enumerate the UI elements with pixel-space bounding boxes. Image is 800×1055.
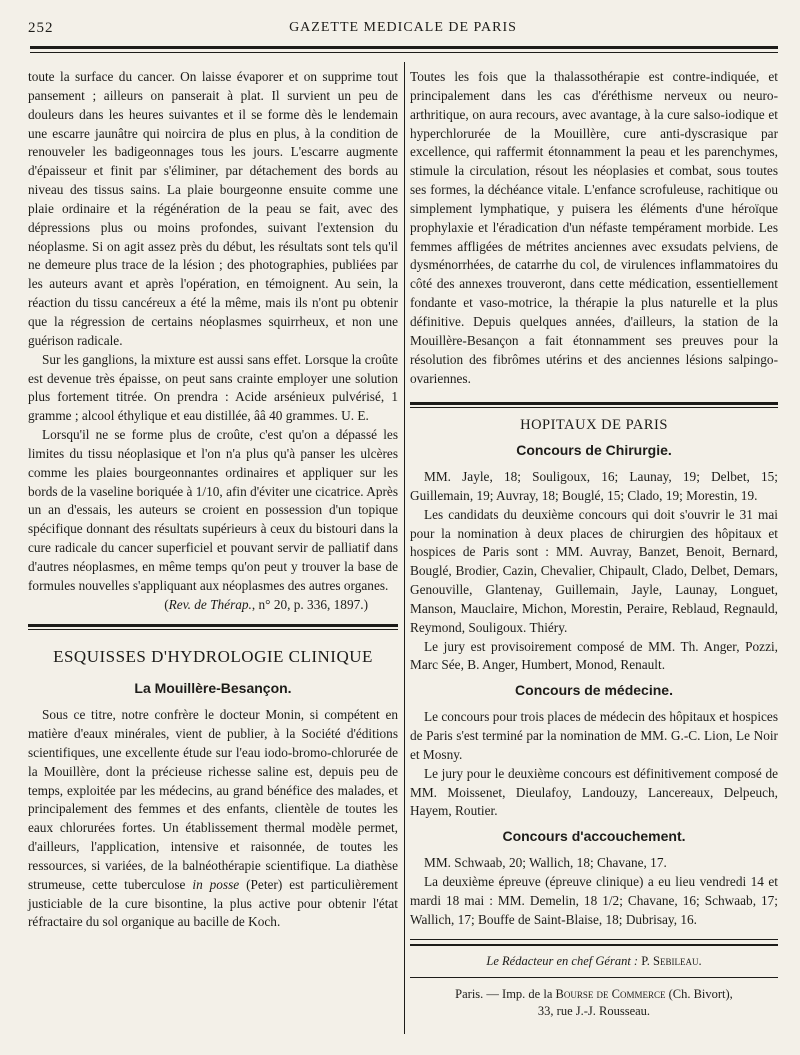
section-title: ESQUISSES D'HYDROLOGIE CLINIQUE	[53, 647, 373, 667]
editor-label: Le Rédacteur en chef Gérant :	[486, 954, 639, 969]
imprint-line-1	[410, 986, 778, 1003]
paragraph: MM. Jayle, 18; Souligoux, 16; Launay, 19; Delbet, 15; Guillemain, 19; Auvray, 18; Bouglé, 15; Clado, 19; Morestin, 19.	[410, 469, 778, 503]
left-column	[28, 68, 398, 932]
imprint-line-2: 33, rue J.-J. Rousseau.	[537, 1004, 651, 1019]
right-column	[410, 68, 778, 1020]
imprint-owner: (Ch. Bivort),	[668, 987, 733, 1002]
section-rule-thick	[28, 624, 398, 627]
paragraph-text: Sous ce titre, notre confrère le docteur Monin, si compétent en matière d'eaux minérales, vient de publier, à la Société d'éditions scientifiques, une excellente étude sur l'eau iodo-bromo-chlorurée de la Mouillère, dont la précieuse richesse saline est, depuis peu de temps, exploitée par les médecins, au grand bénéfice des malades, et principalement des femmes et des enfants, clientèle de toutes les eaux chlorurées fortes. Un établissement thermal modèle permet, d'ailleurs, l'application, intensive et raisonnée, de toutes les ressources, si variées, de la balnéothérapie scientifique. La diathèse strumeuse, cette tuberculose	[28, 707, 398, 892]
section-rule-thin	[410, 407, 778, 408]
newspaper-page	[18, 12, 778, 1042]
imprint-city: Paris. — Imp. de la	[455, 987, 553, 1002]
article-title: La Mouillère-Besançon.	[134, 680, 292, 697]
page-header	[28, 18, 778, 42]
imprint	[410, 986, 778, 1020]
imprint-rule	[410, 977, 778, 978]
paragraph: Toutes les fois que la thalassothérapie est contre-indiquée, et principalement dans les cas d'éréthisme nerveux ou neuro-arthritique, on aura recours, avec avantage, à la cure salso-iodique et hyperchlorurée de la Mouillère, cure anti-dyscrasique par excellence, qui raffermit étonnamment la peau et les parenchymes, stimule la circulation, résout les néoplasies et combat, sous toutes ses formes, la déchéance vitale. L'enfance scrofuleuse, rachitique ou simplement lymphatique, y puisera les éléments d'une héroïque prophylaxie et l'éradication d'un néfaste tempérament morbide. Les femmes affligées de métrites anciennes avec exsudats pelviens, de dysménorrhées, de catarrhe du col, de virulences inflammatoires du côté des annexes trouveront, dans cette médication, essentiellement fondante et vaso-motrice, la thérapie la plus naturelle et la plus définitive. Depuis quelques années, d'ailleurs, la station de la Mouillère-Besançon a fait étonnamment ses preuves pour la résolution des fibrômes utérins et des anciennes lésions salpingo-ovariennes.	[410, 69, 778, 386]
italic-phrase: in posse	[192, 876, 240, 892]
surgery-contest-title: Concours de Chirurgie.	[516, 442, 672, 459]
citation	[28, 596, 398, 615]
paragraph: La deuxième épreuve (épreuve clinique) a eu lieu vendredi 14 et mardi 18 mai : MM. Demelin, 18 1/2; Chavane, 16; Schwaab, 17; Wallich, 17; Bouffe de Saint-Blaise, 18; Dubrisay, 16.	[410, 873, 778, 927]
paragraph: MM. Schwaab, 20; Wallich, 18; Chavane, 17.	[424, 855, 667, 871]
obstetrics-contest-title: Concours d'accouchement.	[502, 828, 686, 845]
imprint-printer: Bourse de Commerce	[555, 987, 666, 1002]
hospitals-title: HOPITAUX DE PARIS	[520, 417, 668, 434]
section-rule-thin	[28, 629, 398, 630]
paragraph: Le jury pour le deuxième concours est définitivement composé de MM. Moissenet, Dieulafoy, Landouzy, Lancereaux, Delpeuch, Hayem, Routier.	[410, 765, 778, 819]
paragraph: Sur les ganglions, la mixture est aussi sans effet. Lorsque la croûte est devenue très épaisse, on peut sans crainte employer une solution plus fortement titrée. On prendra : Acide arsénieux pulvérisé, 1 gramme ; alcool éthylique et eau distillée, ââ 40 grammes. U. E.	[28, 351, 398, 424]
citation-open: (	[164, 596, 169, 612]
page-number: 252	[28, 20, 54, 36]
paragraph: Le concours pour trois places de médecin des hôpitaux et hospices de Paris s'est terminé par la nomination de MM. G.-C. Lion, Le Noir et Mosny.	[410, 709, 778, 762]
header-rule-thin	[30, 52, 778, 53]
editor-line	[410, 952, 778, 971]
header-rule-thick	[30, 46, 778, 49]
medicine-contest-title: Concours de médecine.	[515, 682, 673, 699]
paragraph: Les candidats du deuxième concours qui doit s'ouvrir le 31 mai pour la nomination à deux places de chirurgien des hôpitaux et hospices de Paris sont : MM. Auvray, Banzet, Benoit, Bernard, Bouglé, Brodier, Cazin, Chevalier, Chipault, Clado, Delbet, Demars, Genouville, Glantenay, Guillemain, Jayle, Launay, Longuet, Manson, Mauclaire, Michon, Morestin, Peraire, Reblaud, Regnauld, Reymond, Souligoux. Thiéry.	[410, 506, 778, 635]
paragraph-text-end: (Peter) est particulièrement justiciable de la cure bisontine, la plus active pour obtenir l'état réfractaire du sol organique au bacille de Koch.	[28, 876, 399, 930]
editor-rule-thin	[410, 939, 778, 940]
paragraph: Le jury est provisoirement composé de MM. Th. Anger, Pozzi, Marc Sée, B. Anger, Humbert, Monod, Renault.	[410, 638, 778, 673]
journal-title: GAZETTE MEDICALE DE PARIS	[289, 20, 517, 35]
editor-name: P. Sebileau.	[641, 954, 702, 969]
paragraph	[28, 706, 398, 932]
editor-rule-thick	[410, 944, 778, 946]
citation-journal: Rev. de Thérap.	[168, 596, 252, 612]
citation-details: , n° 20, p. 336, 1897.)	[251, 596, 368, 612]
paragraph: Lorsqu'il ne se forme plus de croûte, c'est qu'on a dépassé les limites du tissu néoplasique et l'on n'a plus qu'à panser les ulcères comme les plaies bourgeonnantes ordinaires et appliquer sur les bords de la vaseline boriquée à 1/10, afin d'éviter une cicatrice. Après un an d'essais, les auteurs se croient en possession d'un topique spécifique donnant des résultats supérieurs à ceux du bistouri dans la cure radicale du cancer superficiel et pouvant servir de palliatif dans d'autres néoplasmes, en même temps qu'on peut y trouver la base de formules nouvelles s'appliquant aux néoplasmes des autres organes.	[28, 427, 398, 593]
column-divider	[404, 62, 405, 1034]
paragraph: toute la surface du cancer. On laisse évaporer et on supprime tout pansement ; ailleurs on panserait à plat. Il survient un peu de douleurs dans les heures suivantes et il se forme dès le lendemain une escarre jaunâtre qui noircira de plus en plus, à la condition de renouveler les badigeonnages tous les jours. L'escarre augmente d'épaisseur et finit par s'éliminer, par détachement des bords au niveau des tissus sains. La plaie bourgeonne ensuite comme une plaie ordinaire et la régénération de la peau se fait, avec des dépressions plus ou moins profondes, suivant l'extension du néoplasme. Si on agit assez près du début, les résultats sont tels qu'il ne demeure plus trace de la lésion ; des photographies, publiées par les auteurs avant et après l'opération, en témoignent. Au sein, la réaction du tissu cancéreux a été la même, mais ils n'ont pu obtenir que la régression de certains néoplasmes squirrheux, et non une guérison radicale.	[28, 69, 398, 348]
section-rule-thick	[410, 402, 778, 405]
